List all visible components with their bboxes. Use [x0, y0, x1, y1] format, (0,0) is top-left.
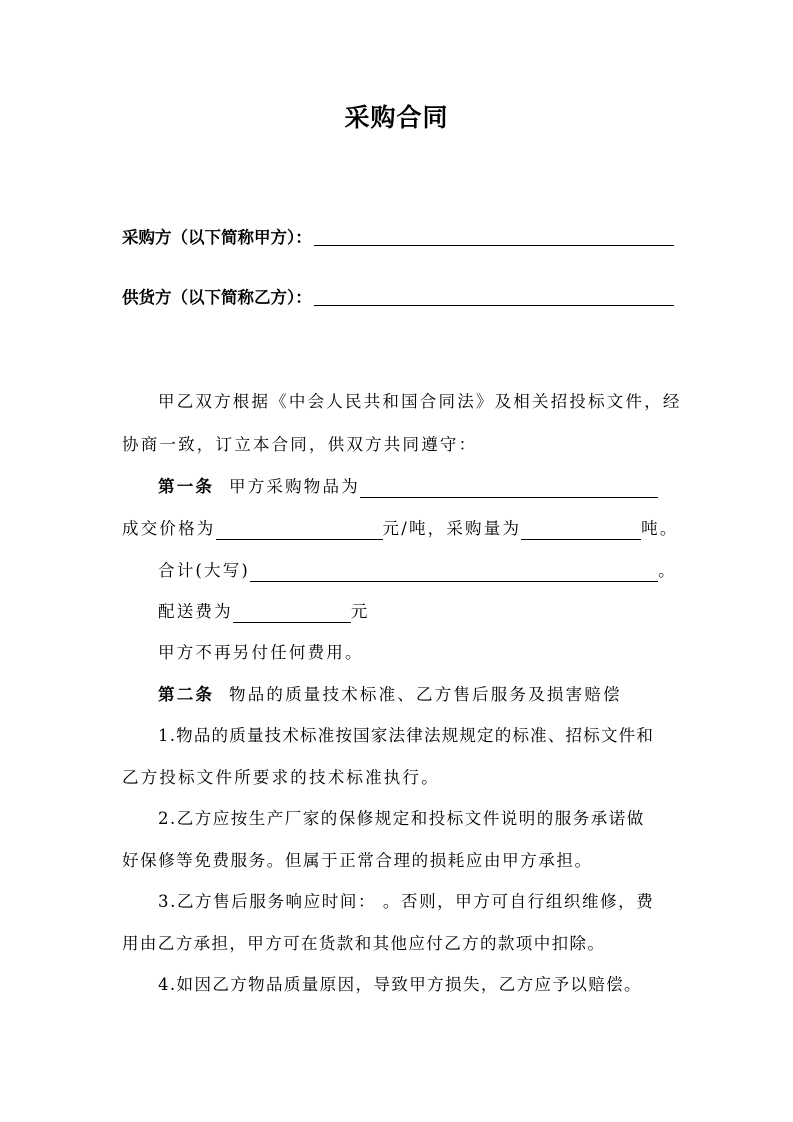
- price-blank[interactable]: [216, 519, 383, 540]
- buyer-blank[interactable]: [314, 227, 674, 246]
- quantity-unit: 吨。: [641, 519, 679, 538]
- price-unit: 元/吨，采购量为: [382, 519, 522, 538]
- item2-line-1: 2.乙方应按生产厂家的保修规定和投标文件说明的服务承诺做: [158, 809, 645, 828]
- item3-line-2: 用由乙方承担，甲方可在货款和其他应付乙方的款项中扣除。: [122, 934, 606, 953]
- article1-heading: 第一条: [158, 477, 215, 496]
- delivery-label: 配送费为: [158, 602, 233, 621]
- no-extra-line: 甲方不再另付任何费用。: [158, 643, 364, 662]
- total-label: 合计(大写): [158, 561, 251, 580]
- article2-line: [158, 681, 718, 705]
- item2-line-2: 好保修等免费服务。但属于正常合理的损耗应由甲方承担。: [122, 851, 593, 870]
- buyer-field: [122, 222, 674, 248]
- article1-line: [158, 473, 718, 498]
- delivery-unit: 元: [350, 602, 370, 621]
- item1-line-2: 乙方投标文件所要求的技术标准执行。: [122, 768, 440, 787]
- delivery-blank[interactable]: [233, 602, 351, 623]
- article2-heading: 第二条: [158, 685, 215, 704]
- quantity-blank[interactable]: [521, 519, 641, 540]
- total-end: 。: [658, 561, 677, 580]
- buyer-label: 采购方（以下简称甲方）：: [122, 228, 312, 247]
- total-line: [158, 557, 718, 582]
- item1-line-1: 1.物品的质量技术标准按国家法律法规规定的标准、招标文件和: [158, 726, 655, 745]
- document-title: 采购合同: [344, 103, 449, 132]
- total-blank[interactable]: [250, 561, 658, 582]
- intro-line-2: 协商一致，订立本合同，供双方共同遵守：: [122, 435, 478, 454]
- supplier-field: [122, 282, 674, 308]
- price-line: [122, 515, 682, 540]
- delivery-line: [158, 598, 718, 623]
- goods-blank[interactable]: [360, 477, 658, 498]
- article1-text: 甲方采购物品为: [229, 477, 360, 496]
- item4-line-1: 4.如因乙方物品质量原因，导致甲方损失，乙方应予以赔偿。: [158, 975, 642, 994]
- item3-line-1: 3.乙方售后服务响应时间： 。否则，甲方可自行组织维修，费: [158, 892, 655, 911]
- intro-line-1: 甲乙双方根据《中会人民共和国合同法》及相关招投标文件，经: [158, 392, 682, 411]
- price-label: 成交价格为: [122, 519, 216, 538]
- article2-text: 物品的质量技术标准、乙方售后服务及损害赔偿: [229, 685, 622, 704]
- supplier-label: 供货方（以下简称乙方）：: [122, 288, 312, 307]
- supplier-blank[interactable]: [314, 287, 674, 306]
